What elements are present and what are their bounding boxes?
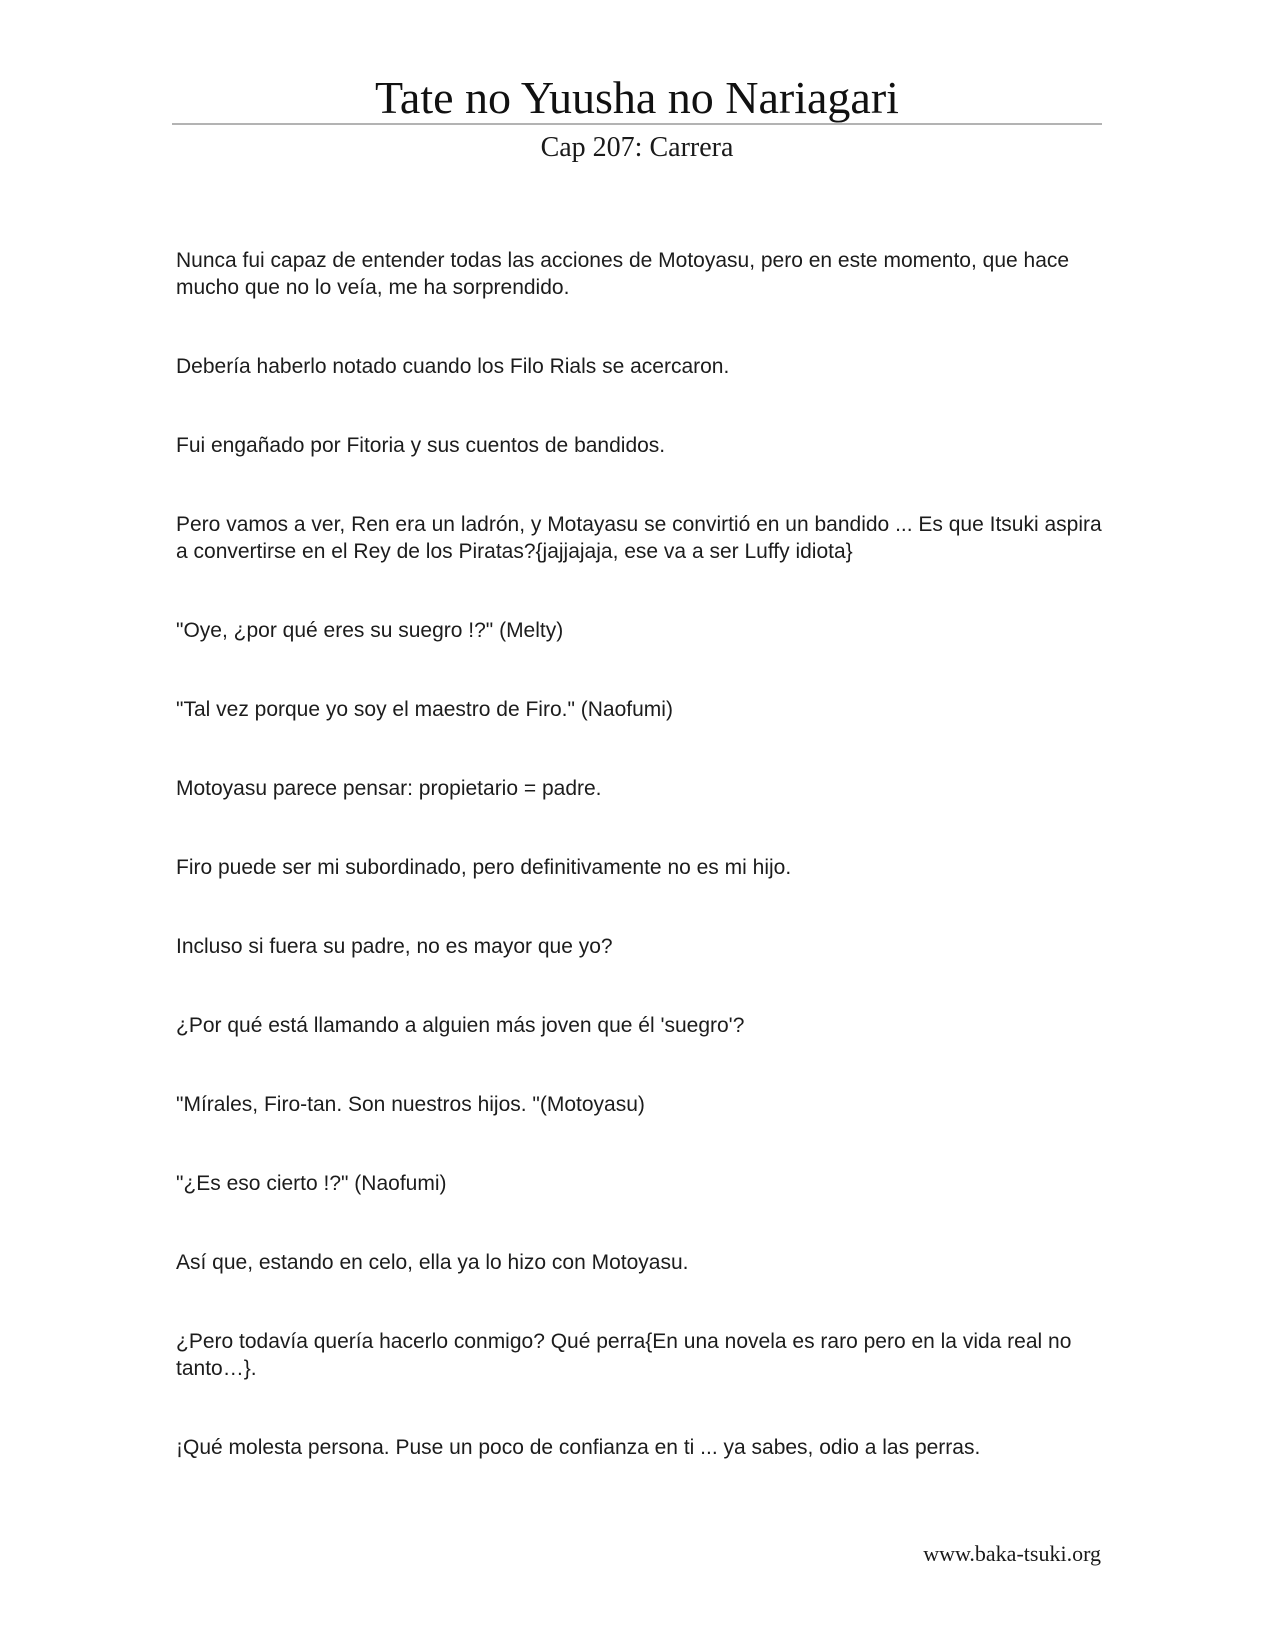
paragraph: "Tal vez porque yo soy el maestro de Firo." (Naofumi) [176, 698, 673, 721]
paragraph: "Mírales, Firo-tan. Son nuestros hijos. "(Motoyasu) [176, 1093, 645, 1116]
paragraph: ¿Pero todavía quería hacerlo conmigo? Qué perra{En una novela es raro pero en la vida real no tanto…}. [176, 1330, 1072, 1380]
paragraph: Motoyasu parece pensar: propietario = padre. [176, 777, 602, 800]
paragraph: ¿Por qué está llamando a alguien más joven que él 'suegro'? [176, 1014, 745, 1037]
paragraph: Debería haberlo notado cuando los Filo Rials se acercaron. [176, 355, 730, 378]
paragraph: "¿Es eso cierto !?" (Naofumi) [176, 1172, 447, 1195]
paragraph: Incluso si fuera su padre, no es mayor que yo? [176, 935, 613, 958]
paragraph: "Oye, ¿por qué eres su suegro !?" (Melty) [176, 619, 564, 642]
paragraph: ¡Qué molesta persona. Puse un poco de confianza en ti ... ya sabes, odio a las perras. [176, 1436, 981, 1459]
document-title: Tate no Yuusha no Nariagari [375, 72, 899, 123]
body-text [176, 247, 1106, 1513]
chapter-subtitle: Cap 207: Carrera [540, 132, 734, 163]
paragraph: Nunca fui capaz de entender todas las acciones de Motoyasu, pero en este momento, que hace mucho que no lo veía, me ha sorprendido. [176, 249, 1070, 299]
paragraph: Firo puede ser mi subordinado, pero definitivamente no es mi hijo. [176, 856, 792, 879]
footer-url: www.baka-tsuki.org [923, 1541, 1101, 1566]
title-divider [172, 123, 1102, 125]
paragraph: Fui engañado por Fitoria y sus cuentos de bandidos. [176, 434, 666, 457]
paragraph: Pero vamos a ver, Ren era un ladrón, y Motayasu se convirtió en un bandido ... Es que Itsuki aspira a convertirse en el Rey de los Piratas?{jajjajaja, ese va a ser Luffy idiota} [176, 513, 1102, 563]
paragraph: Así que, estando en celo, ella ya lo hizo con Motoyasu. [176, 1251, 689, 1274]
